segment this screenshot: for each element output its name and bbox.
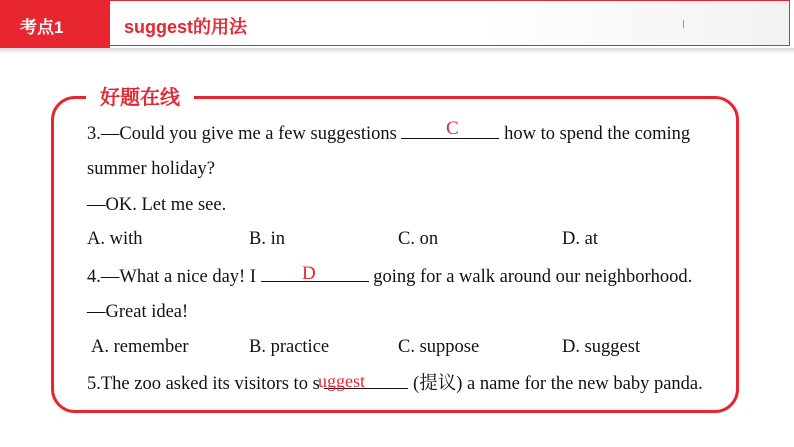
header-shadow (0, 48, 794, 54)
question-5-answer: uggest (318, 371, 365, 391)
topic-title-box (110, 0, 790, 46)
question-4-option-b: B. practice (249, 337, 330, 357)
question-3-line-2: summer holiday? (87, 159, 215, 179)
question-3-option-b: B. in (249, 229, 285, 249)
question-4-line-2: —Great idea! (87, 302, 189, 322)
topic-tag-label: 考点1 (20, 18, 64, 37)
question-3-option-a: A. with (87, 229, 143, 249)
question-4-stem: 4.—What a nice day! I (87, 267, 256, 287)
question-3-line-1 (87, 122, 690, 145)
question-3-option-c: C. on (398, 229, 439, 249)
question-5-stem-end: (提议) a name for the new baby panda. (413, 374, 703, 394)
question-3-stem: 3.—Could you give me a few suggestions (87, 124, 397, 144)
question-3-answer: C (446, 118, 459, 139)
question-4-answer: D (302, 263, 316, 284)
topic-title: suggest的用法 (124, 17, 248, 37)
question-4-option-c: C. suppose (398, 337, 480, 357)
question-3-stem-end: how to spend the coming (504, 124, 691, 144)
header-bar (0, 0, 794, 48)
topic-tag (0, 0, 110, 48)
question-4-stem-end: going for a walk around our neighborhood. (373, 267, 693, 287)
question-4-option-d: D. suggest (562, 337, 641, 357)
question-4-line-1 (87, 265, 692, 288)
header-divider-mark (683, 20, 684, 28)
question-5-stem: 5.The zoo asked its visitors to s (87, 374, 320, 394)
question-3-line-3: —OK. Let me see. (87, 195, 227, 215)
question-5-line (87, 372, 703, 395)
panel-title: 好题在线 (86, 82, 194, 112)
question-3-option-d: D. at (562, 229, 598, 249)
question-4-option-a: A. remember (91, 337, 189, 357)
